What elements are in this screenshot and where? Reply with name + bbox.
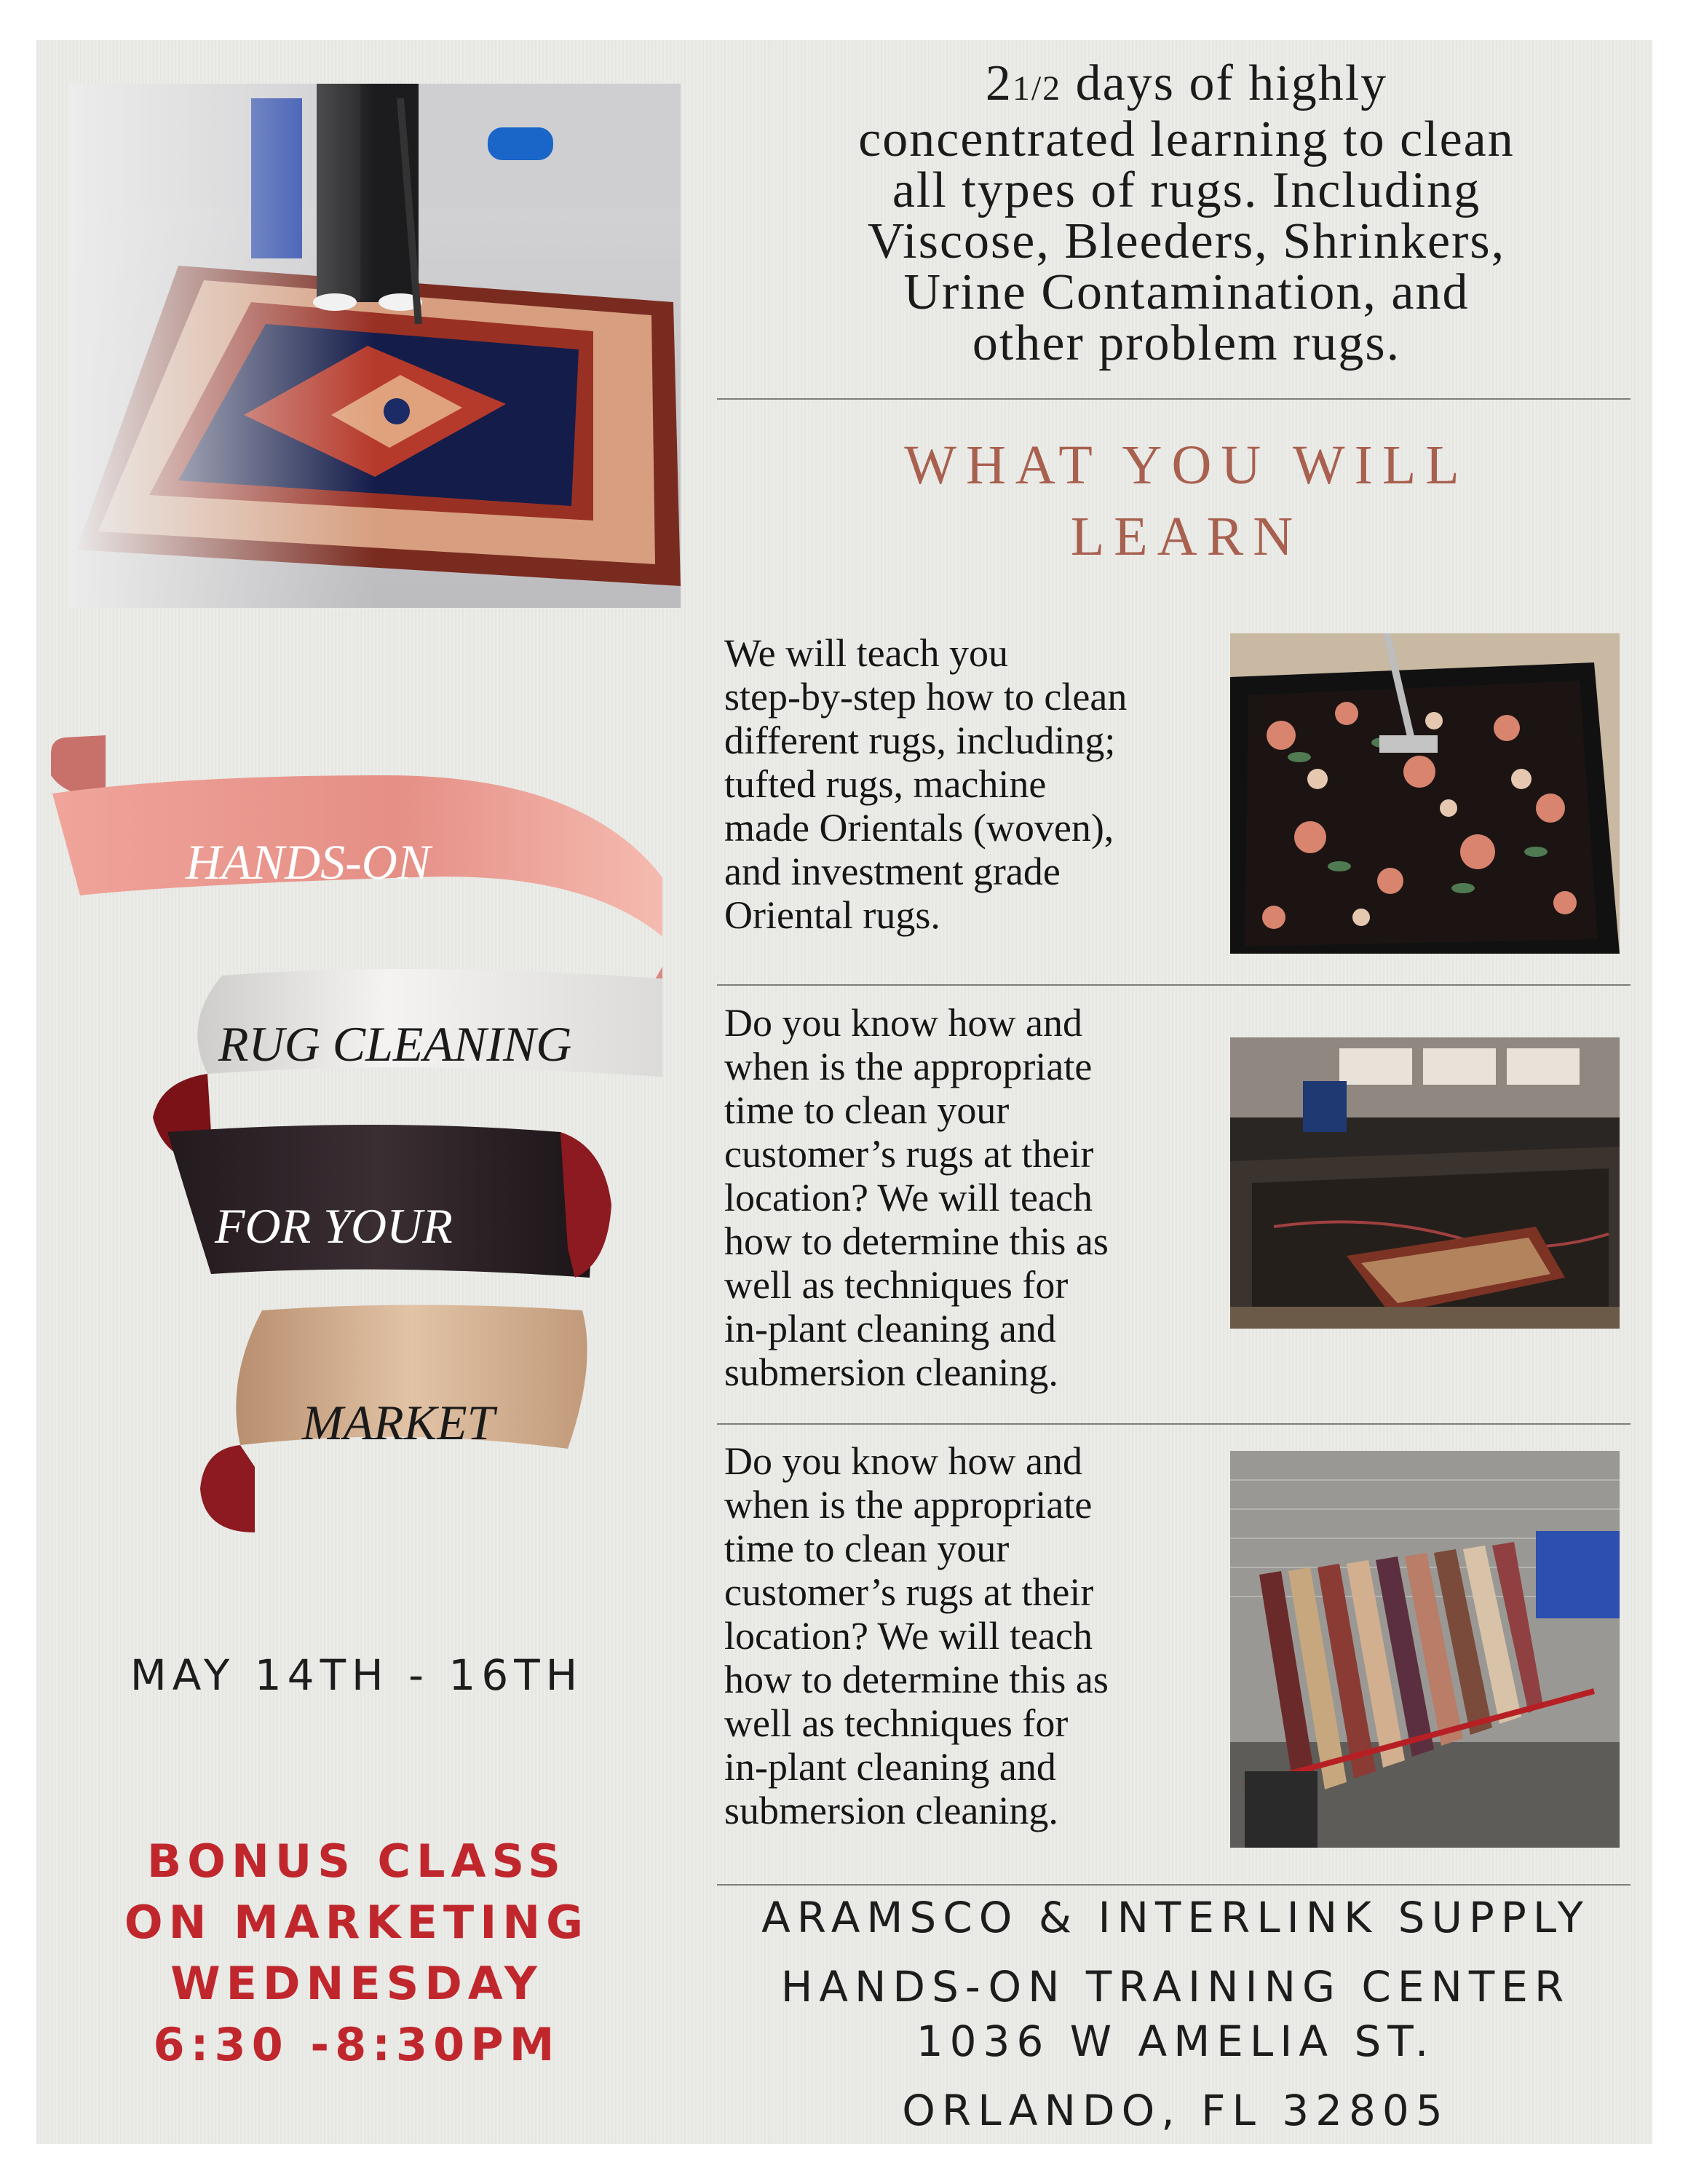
intro-fraction: 1/2 (1012, 69, 1062, 108)
bonus-class (95, 1831, 619, 2076)
learn-title-line2: LEARN (1070, 506, 1303, 567)
intro-line1: days of highly (1061, 55, 1388, 111)
drying-racks-photo (1230, 1451, 1620, 1848)
section-2-line: time to clean your (724, 1088, 1010, 1132)
section-1-line: made Orientals (woven), (724, 806, 1114, 850)
section-3-line: Do you know how and (724, 1439, 1082, 1483)
section-3-line: time to clean your (724, 1527, 1010, 1570)
address-line1: ARAMSCO & INTERLINK SUPPLY (761, 1893, 1590, 1942)
divider-address (717, 1884, 1630, 1886)
section-2-line: submersion cleaning. (724, 1350, 1058, 1394)
section-1-text (724, 631, 1219, 937)
address-line3: 1036 W AMELIA ST. (916, 2017, 1435, 2066)
intro-line5: Urine Contamination, and (903, 264, 1470, 320)
intro-line3: all types of rugs. Including (892, 162, 1481, 218)
ribbon-label-market: MARKET (302, 1395, 495, 1450)
intro-prefix: 2 (985, 55, 1013, 111)
flyer-page (36, 40, 1652, 2144)
section-2-line: well as techniques for (724, 1263, 1069, 1307)
bonus-line2: ON MARKETING (124, 1896, 590, 1949)
section-2-line: how to determine this as (724, 1219, 1109, 1263)
section-3-line: submersion cleaning. (724, 1789, 1058, 1832)
learn-title (772, 430, 1601, 572)
section-1-line: We will teach you (724, 631, 1009, 675)
divider-top (717, 398, 1630, 400)
bonus-line4: 6:30 -8:30PM (153, 2018, 560, 2071)
address-line4: ORLANDO, FL 32805 (902, 2086, 1449, 2135)
section-3-line: how to determine this as (724, 1658, 1109, 1701)
section-3-line: location? We will teach (724, 1614, 1093, 1658)
section-2-line: Do you know how and (724, 1001, 1082, 1045)
intro-line2: concentrated learning to clean (858, 111, 1515, 167)
submersion-pit-photo (1230, 1037, 1620, 1329)
section-1-line: step-by-step how to clean (724, 675, 1128, 719)
address-line2: HANDS-ON TRAINING CENTER (780, 1962, 1571, 2011)
event-dates: MAY 14TH - 16TH (130, 1650, 584, 1700)
learn-title-line1: WHAT YOU WILL (904, 435, 1469, 496)
ribbon-label-for-your: FOR YOUR (215, 1198, 453, 1254)
divider-section-2 (717, 1423, 1630, 1425)
bonus-line3: WEDNESDAY (170, 1957, 543, 2010)
floral-rug-photo (1230, 633, 1620, 954)
section-1-line: and investment grade (724, 850, 1061, 893)
intro-text (713, 55, 1652, 371)
section-3-line: when is the appropriate (724, 1483, 1093, 1527)
section-2-line: location? We will teach (724, 1176, 1093, 1219)
divider-section-1 (717, 984, 1630, 986)
section-3-line: well as techniques for (724, 1701, 1069, 1745)
section-3-line: customer’s rugs at their (724, 1570, 1094, 1614)
section-2-text (724, 1001, 1219, 1394)
section-3-line: in-plant cleaning and (724, 1745, 1056, 1789)
intro-line6: other problem rugs. (972, 315, 1401, 371)
section-1-line: different rugs, including; (724, 719, 1116, 762)
ribbon-banner (36, 40, 662, 1605)
section-1-line: Oriental rugs. (724, 893, 940, 937)
ribbon-label-hands-on: HANDS-ON (186, 834, 431, 890)
section-2-line: in-plant cleaning and (724, 1307, 1056, 1350)
intro-line4: Viscose, Bleeders, Shrinkers, (867, 213, 1506, 269)
section-2-line: when is the appropriate (724, 1045, 1093, 1088)
section-1-line: tufted rugs, machine (724, 762, 1047, 806)
section-2-line: customer’s rugs at their (724, 1132, 1094, 1176)
bonus-line1: BONUS CLASS (147, 1835, 566, 1888)
section-3-text (724, 1439, 1219, 1832)
ribbon-label-rug-cleaning: RUG CLEANING (218, 1016, 572, 1072)
